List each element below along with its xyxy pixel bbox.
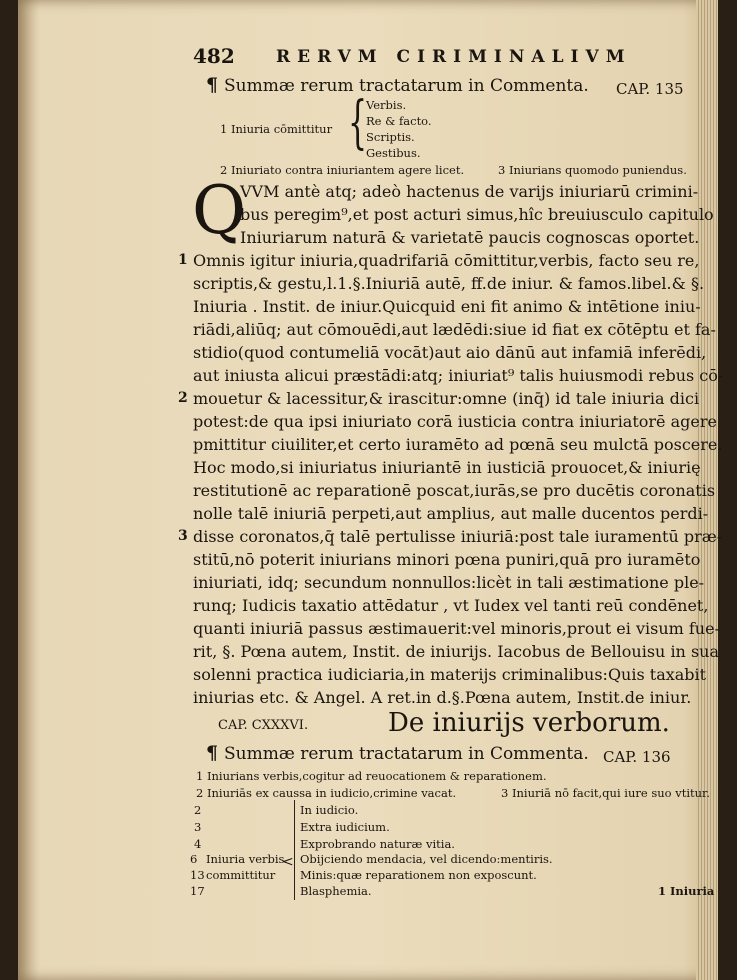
body-line-13: Hoc modo,si iniuriatus iniuriantē in iusticiā prouocet,& iniurię [193, 458, 701, 477]
option-minis: Minis:quæ reparationem non exposcunt. [300, 868, 537, 882]
body-line-20: quanti iniuriā passus æstimauerit:vel minoris,prout ei visum fue- [193, 619, 720, 638]
margin-number-2: 2 [178, 390, 188, 406]
running-title: RERVM CIRIMINALIVM [276, 47, 632, 67]
summary2-line-2: 2 Iniuriās ex caussa in iudicio,crimine vacat. [196, 786, 457, 800]
option-exprobrando: Exprobrando naturæ vitia. [300, 837, 455, 851]
left-num-6: 6 [190, 852, 198, 866]
chapter-title: De iniurijs verborum. [388, 708, 670, 738]
summary2-line-1: 1 Iniurians verbis,cogitur ad reuocationem & reparationem. [196, 769, 547, 783]
body-line-15: nolle talē iniuriā perpeti,aut amplius, aut malle ducentos perdi- [193, 504, 709, 523]
body-line-16: disse coronatos,q̄ talē pertulisse iniuriā:post tale iuramentū præ- [193, 527, 723, 546]
group-label-2: committitur [206, 868, 276, 882]
body-line-19: runq; Iudicis taxatio attēdatur , vt Iudex vel tanti reū condēnet, [193, 596, 709, 615]
pilcrow-icon-2: ¶ [206, 742, 219, 764]
option-scriptis: Scriptis. [366, 130, 415, 144]
body-line-11: potest:de qua ipsi iniuriato corā iusticia contra iniuriatorē agere [193, 412, 717, 431]
summary-cap: CAP. 135 [616, 80, 684, 98]
body-line-23: iniurias etc. & Angel. A ret.in d.§.Pœna autem, Instit.de iniur. [193, 688, 692, 707]
left-num-2: 2 [194, 803, 202, 817]
page-number: 482 [193, 44, 235, 68]
chapter-label: CAP. CXXXVI. [218, 718, 309, 733]
option-gestibus: Gestibus. [366, 146, 421, 160]
body-line-2: bus peregim⁹,et post acturi simus,hîc breuiusculo capitulo [240, 205, 714, 224]
body-line-6: Iniuria . Instit. de iniur.Quicquid eni fit animo & intētione iniu- [193, 297, 701, 316]
option-re-facto: Re & facto. [366, 114, 432, 128]
option-obijciendo: Obijciendo mendacia, vel dicendo:mentiris. [300, 852, 553, 866]
option-in-iudicio: In iudicio. [300, 803, 359, 817]
body-line-18: iniuriati, idq; secundum nonnullos:licèt in tali æstimatione ple- [193, 573, 705, 592]
summary-item-1-label: 1 Iniuria cōmittitur [220, 122, 333, 136]
summary2-line-3: 3 Iniuriā nō facit,qui iure suo vtitur. [501, 786, 710, 800]
drop-cap: Q [192, 172, 247, 249]
summary-item-2: 2 Iniuriato contra iniuriantem agere licet. [220, 163, 465, 177]
brace-icon: { [348, 90, 368, 157]
body-line-14: restitutionē ac reparationē poscat,iurās,se pro ducētis coronatis [193, 481, 716, 500]
body-line-1: VVM antè atq; adeò hactenus de varijs iniuriarū crimini- [240, 182, 699, 201]
pilcrow-icon: ¶ [206, 74, 219, 96]
left-num-3: 3 [194, 820, 202, 834]
angle-brace-icon: < [282, 854, 294, 870]
body-line-21: rit, §. Pœna autem, Instit. de iniurijs. Iacobus de Bellouisu in sua [193, 642, 719, 661]
option-verbis: Verbis. [366, 98, 407, 112]
summary-title: Summæ rerum tractatarum in Commenta. [224, 76, 589, 96]
body-line-17: stitū,nō poterit iniurians minori pœna puniri,quā pro iuramēto [193, 550, 701, 569]
summary2-cap: CAP. 136 [603, 748, 671, 766]
body-line-10: mouetur & lacessitur,& irascitur:omne (inq̄) id tale iniuria dici [193, 389, 700, 408]
option-extra-iudicium: Extra iudicium. [300, 820, 390, 834]
summary2-title: Summæ rerum tractatarum in Commenta. [224, 744, 589, 764]
bracket-line [294, 800, 297, 900]
body-line-7: riādi,aliūq; aut cōmouēdi,aut lædēdi:siue id fiat ex cōtēptu et fa- [193, 320, 716, 339]
body-line-4: Omnis igitur iniuria,quadrifariā cōmittitur,verbis, facto seu re, [193, 251, 700, 270]
catchword: 1 Iniuria [658, 884, 715, 898]
margin-number-3: 3 [178, 528, 188, 544]
margin-number-1: 1 [178, 252, 188, 268]
body-line-22: solenni practica iudiciaria,in materijs criminalibus:Quis taxabit [193, 665, 707, 684]
option-blasphemia: Blasphemia. [300, 884, 372, 898]
body-line-12: pmittitur ciuiliter,et certo iuramēto ad pœnā seu mulctā poscere. [193, 435, 723, 454]
body-line-8: stidio(quod contumeliā vocāt)aut aio dānū aut infamiā inferēdi, [193, 343, 707, 362]
book-page [18, 0, 724, 980]
summary-item-3: 3 Iniurians quomodo puniendus. [498, 163, 687, 177]
body-line-3: Iniuriarum naturā & varietatē paucis cognoscas oportet. [240, 228, 700, 247]
left-num-13: 13 [190, 868, 205, 882]
left-num-17: 17 [190, 884, 205, 898]
left-num-4: 4 [194, 837, 202, 851]
group-label-1: Iniuria verbis [206, 852, 285, 866]
body-line-9: aut iniusta alicui præstādi:atq; iniuriat⁹ talis huiusmodi rebus cō- [193, 366, 724, 385]
body-line-5: scriptis,& gestu,l.1.§.Iniuriā autē, ff.de iniur. & famos.libel.& §. [193, 274, 705, 293]
